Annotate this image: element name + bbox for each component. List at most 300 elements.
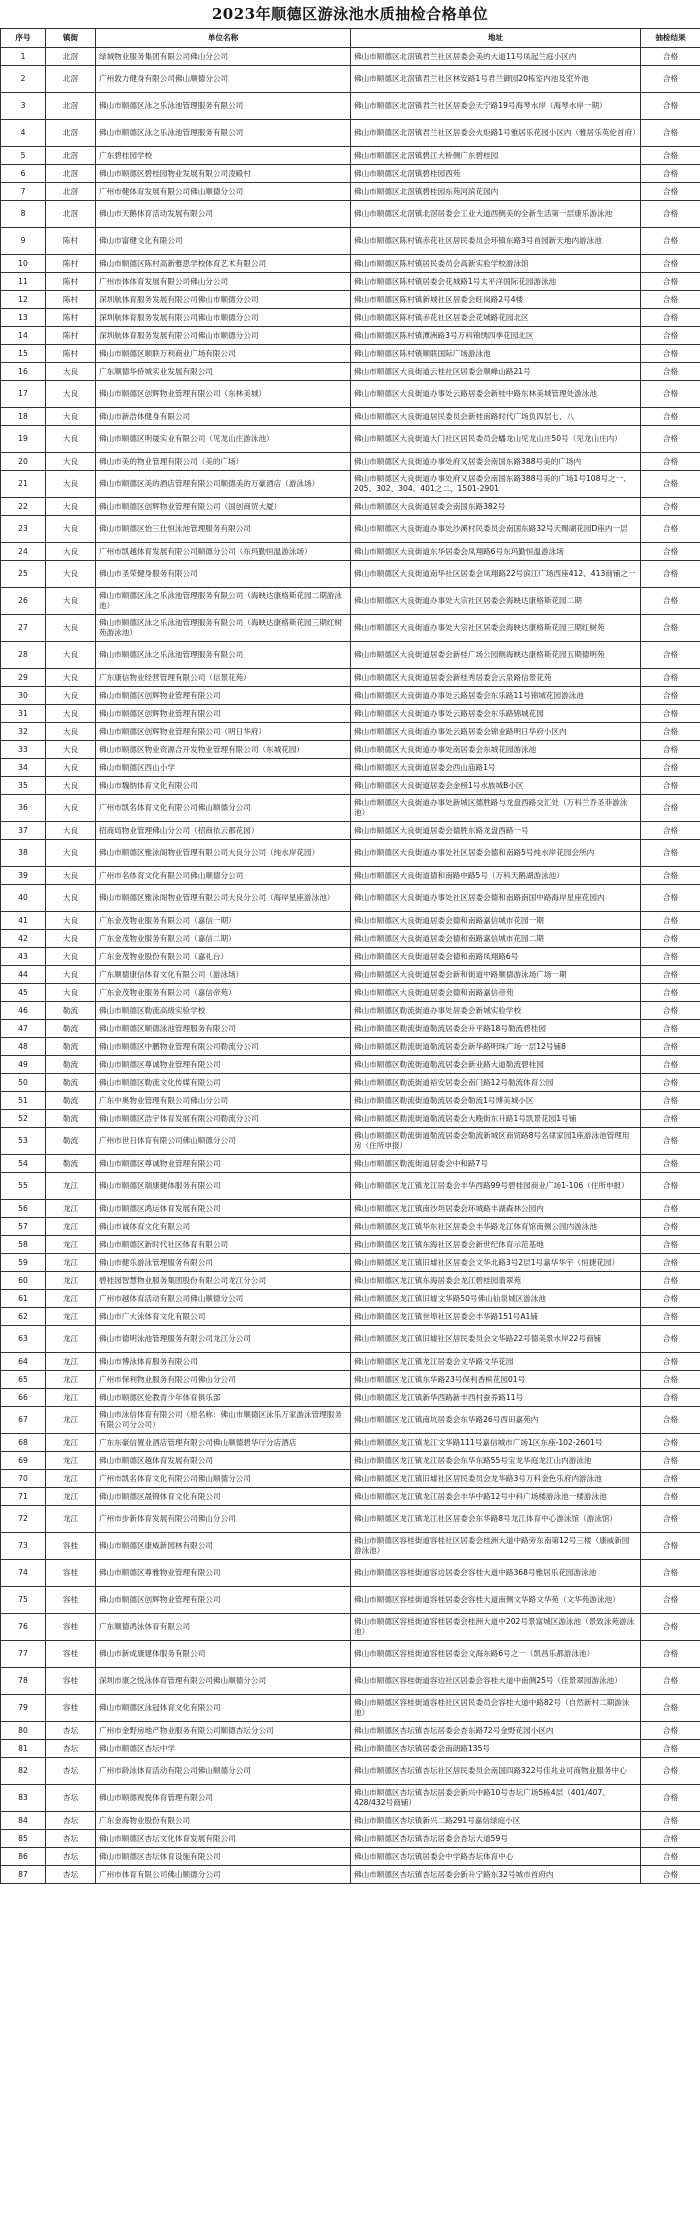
table-row <box>1 588 700 615</box>
row-town: 龙江 <box>46 1290 96 1308</box>
row-index: 71 <box>1 1488 46 1506</box>
row-result: 合格 <box>641 1353 700 1371</box>
row-address: 佛山市顺德区大良街道办事处府又居委会南国东路388号美的广场1号108号之一、205、302、304、401之二、1501-2901 <box>351 471 641 498</box>
table-row <box>1 1092 700 1110</box>
row-unit-name: 广东顺德康信体育文化有限公司（游泳场） <box>96 966 351 984</box>
row-address: 佛山市顺德区大良街道大门社区居民委员会蟠龙山见龙山庄50号（见龙山庄内） <box>351 426 641 453</box>
row-index: 33 <box>1 741 46 759</box>
row-index: 61 <box>1 1290 46 1308</box>
row-index: 69 <box>1 1452 46 1470</box>
row-address: 佛山市顺德区杏坛镇杏坛居委会新升宁路东32号城市首府内 <box>351 1866 641 1884</box>
row-town: 大良 <box>46 795 96 822</box>
row-address: 佛山市顺德区龙江镇旧墟社区居委会文华北路3号2层1号嘉华华宇（恒捷花园） <box>351 1254 641 1272</box>
row-address: 佛山市顺德区容桂街道容桂社区居委会桂洲大道中路旁东南第12号三楼（康威新园游泳池） <box>351 1533 641 1560</box>
row-unit-name: 佛山市顺德区创辉物业管理有限公司 <box>96 1587 351 1614</box>
row-town: 大良 <box>46 516 96 543</box>
row-index: 19 <box>1 426 46 453</box>
table-row <box>1 543 700 561</box>
row-town: 勒流 <box>46 1092 96 1110</box>
row-unit-name: 佛山市健乐游泳管理服务有限公司 <box>96 1254 351 1272</box>
row-index: 60 <box>1 1272 46 1290</box>
row-result: 合格 <box>641 1002 700 1020</box>
row-address: 佛山市顺德区大良街道德和南路中路5号（万科天鹅湖游泳池） <box>351 867 641 885</box>
row-index: 53 <box>1 1128 46 1155</box>
table-row <box>1 1848 700 1866</box>
row-address: 佛山市顺德区大良街道居委会南国东路382号 <box>351 498 641 516</box>
row-result: 合格 <box>641 498 700 516</box>
row-town: 杏坛 <box>46 1740 96 1758</box>
row-unit-name: 广州市世日体育有限公司佛山顺德分公司 <box>96 1128 351 1155</box>
row-result: 合格 <box>641 1740 700 1758</box>
row-index: 26 <box>1 588 46 615</box>
table-row <box>1 1668 700 1695</box>
table-row <box>1 147 700 165</box>
row-unit-name: 广东金海物业股份有限公司 <box>96 1812 351 1830</box>
row-index: 16 <box>1 363 46 381</box>
row-town: 大良 <box>46 471 96 498</box>
row-unit-name: 佛山市新浩体健身有限公司 <box>96 408 351 426</box>
table-row <box>1 795 700 822</box>
row-unit-name: 广东金茂物业服务有限公司（嘉信一期） <box>96 912 351 930</box>
row-unit-name: 佛山市顺德区泳之乐泳池管理服务有限公司（海映达康格斯花园二期游泳池） <box>96 588 351 615</box>
row-result: 合格 <box>641 327 700 345</box>
table-row <box>1 1236 700 1254</box>
row-result: 合格 <box>641 1173 700 1200</box>
table-row <box>1 741 700 759</box>
row-town: 北滘 <box>46 201 96 228</box>
row-town: 龙江 <box>46 1272 96 1290</box>
row-town: 大良 <box>46 381 96 408</box>
row-address: 佛山市顺德区勒流街道勒流居委会新华路明珠广场一层12号铺8 <box>351 1038 641 1056</box>
row-unit-name: 佛山市顺德区杏坛体育设施有限公司 <box>96 1848 351 1866</box>
table-row <box>1 1866 700 1884</box>
row-unit-name: 佛山市顺德区物业资源合开发物业管理有限公司（东城花园） <box>96 741 351 759</box>
row-result: 合格 <box>641 363 700 381</box>
row-index: 37 <box>1 822 46 840</box>
row-result: 合格 <box>641 1452 700 1470</box>
row-town: 北滘 <box>46 120 96 147</box>
row-unit-name: 绿城物业服务集团有限公司佛山分公司 <box>96 48 351 66</box>
row-town: 龙江 <box>46 1470 96 1488</box>
row-index: 41 <box>1 912 46 930</box>
row-index: 11 <box>1 273 46 291</box>
row-unit-name: 广州市凯越体育发展有限公司顺德分公司（东玛勤恒温游泳场） <box>96 543 351 561</box>
row-index: 80 <box>1 1722 46 1740</box>
row-index: 59 <box>1 1254 46 1272</box>
row-index: 43 <box>1 948 46 966</box>
row-result: 合格 <box>641 408 700 426</box>
table-row <box>1 471 700 498</box>
row-index: 86 <box>1 1848 46 1866</box>
row-unit-name: 佛山市顺德区泳冠体育文化有限公司 <box>96 1695 351 1722</box>
table-row <box>1 1272 700 1290</box>
row-address: 佛山市顺德区勒流街道勒流居委会勒流新城区商贸路8号名律家园1座游泳池管理用房（住所申报） <box>351 1128 641 1155</box>
row-address: 佛山市顺德区北滘镇君兰社区居委会美的大道11号凤起兰庭小区内 <box>351 48 641 66</box>
row-address: 佛山市顺德区大良街道居委会德和南路嘉信城市花园二期 <box>351 930 641 948</box>
table-row <box>1 1470 700 1488</box>
row-town: 大良 <box>46 453 96 471</box>
row-index: 10 <box>1 255 46 273</box>
row-town: 龙江 <box>46 1407 96 1434</box>
col-header-unit: 单位名称 <box>96 29 351 48</box>
row-town: 大良 <box>46 966 96 984</box>
row-unit-name: 佛山市富健文化有限公司 <box>96 228 351 255</box>
row-address: 佛山市顺德区龙江镇华东社区居委会丰华路龙江体育馆南侧公园内游泳池 <box>351 1218 641 1236</box>
row-unit-name: 深圳航体育服务发展有限公司佛山市顺德分公司 <box>96 327 351 345</box>
row-unit-name: 佛山市顺德区雅泳阁物业管理有限公司大良分公司（纯水岸花园） <box>96 840 351 867</box>
row-unit-name: 佛山市顺德区康威新园林有限公司 <box>96 1533 351 1560</box>
row-town: 容桂 <box>46 1668 96 1695</box>
row-address: 佛山市顺德区龙江镇龙江文华路111号嘉信城市广场1区东座-102-2601号 <box>351 1434 641 1452</box>
table-row <box>1 1038 700 1056</box>
row-address: 佛山市顺德区大良街道居委会德和南路嘉信城市花园一期 <box>351 912 641 930</box>
row-town: 勒流 <box>46 1128 96 1155</box>
row-town: 勒流 <box>46 1110 96 1128</box>
table-row <box>1 228 700 255</box>
row-town: 北滘 <box>46 48 96 66</box>
row-result: 合格 <box>641 66 700 93</box>
row-town: 大良 <box>46 588 96 615</box>
table-row <box>1 516 700 543</box>
table-row <box>1 948 700 966</box>
table-row <box>1 840 700 867</box>
row-address: 佛山市顺德区大良街道办事处社区居委会德和南路5号纯水岸花园会所内 <box>351 840 641 867</box>
table-row <box>1 1326 700 1353</box>
row-index: 42 <box>1 930 46 948</box>
row-index: 1 <box>1 48 46 66</box>
row-unit-name: 广东金茂物业服务有限公司（嘉信二期） <box>96 930 351 948</box>
row-index: 31 <box>1 705 46 723</box>
row-result: 合格 <box>641 795 700 822</box>
table-row <box>1 1200 700 1218</box>
row-result: 合格 <box>641 930 700 948</box>
table-row <box>1 291 700 309</box>
row-town: 北滘 <box>46 165 96 183</box>
row-index: 17 <box>1 381 46 408</box>
row-result: 合格 <box>641 1200 700 1218</box>
row-address: 佛山市顺德区龙江镇龙江居委会文华路文华花园 <box>351 1353 641 1371</box>
row-town: 容桂 <box>46 1614 96 1641</box>
row-town: 勒流 <box>46 1002 96 1020</box>
row-unit-name: 佛山市顺德区创辉物业管理有限公司（东林美城） <box>96 381 351 408</box>
row-result: 合格 <box>641 687 700 705</box>
table-row <box>1 381 700 408</box>
row-index: 44 <box>1 966 46 984</box>
row-address: 佛山市顺德区大良街道办事处社区居委会德和南路南国中路海岸星座花园内 <box>351 885 641 912</box>
row-result: 合格 <box>641 1434 700 1452</box>
row-result: 合格 <box>641 885 700 912</box>
table-row <box>1 273 700 291</box>
row-address: 佛山市顺德区大良街道办事处大宗社区居委会海映达康格斯花园三期红树苑 <box>351 615 641 642</box>
row-town: 杏坛 <box>46 1830 96 1848</box>
row-town: 大良 <box>46 840 96 867</box>
row-result: 合格 <box>641 120 700 147</box>
row-unit-name: 广东碧桂园学校 <box>96 147 351 165</box>
row-unit-name: 佛山市顺德区创辉物业管理有限公司 <box>96 687 351 705</box>
row-index: 73 <box>1 1533 46 1560</box>
row-town: 龙江 <box>46 1488 96 1506</box>
row-unit-name: 广州市健体育发展有限公司佛山顺德分公司 <box>96 183 351 201</box>
row-town: 杏坛 <box>46 1785 96 1812</box>
row-unit-name: 佛山市天鹅体育活动发展有限公司 <box>96 201 351 228</box>
row-result: 合格 <box>641 228 700 255</box>
row-unit-name: 佛山市博泳体育服务有限公司 <box>96 1353 351 1371</box>
table-row <box>1 1020 700 1038</box>
row-unit-name: 佛山市顺德区中鹏物业管理有限公司勒流分公司 <box>96 1038 351 1056</box>
row-result: 合格 <box>641 48 700 66</box>
row-address: 佛山市顺德区龙江镇世埠社区居委会丰华路151号A1铺 <box>351 1308 641 1326</box>
row-result: 合格 <box>641 1668 700 1695</box>
row-address: 佛山市顺德区杏坛镇杏坛居委会杏坛大道59号 <box>351 1830 641 1848</box>
table-row <box>1 669 700 687</box>
row-unit-name: 佛山市广大泳体育文化有限公司 <box>96 1308 351 1326</box>
row-unit-name: 佛山市顺德区顺联万利商业广场有限公司 <box>96 345 351 363</box>
row-address: 佛山市顺德区北滘镇北滘居委会工业大道西侧美的全新生活第一层康乐游泳池 <box>351 201 641 228</box>
row-address: 佛山市顺德区大良街道办事处南居委会东城花园游泳池 <box>351 741 641 759</box>
row-address: 佛山市顺德区杏坛镇居委会中学路杏坛体育中心 <box>351 1848 641 1866</box>
row-town: 陈村 <box>46 255 96 273</box>
row-unit-name: 佛山市顺德区杏坛文化体育发展有限公司 <box>96 1830 351 1848</box>
row-address: 佛山市顺德区大良街道东华居委会凤翔路6号东玛勤恒温游泳场 <box>351 543 641 561</box>
row-result: 合格 <box>641 147 700 165</box>
page-title: 2023年顺德区游泳池水质抽检合格单位 <box>211 5 489 23</box>
row-address: 佛山市顺德区陈村镇居民委员会高新实验学校游泳馆 <box>351 255 641 273</box>
row-result: 合格 <box>641 741 700 759</box>
row-town: 龙江 <box>46 1173 96 1200</box>
row-unit-name: 佛山市顺德区杏坛中学 <box>96 1740 351 1758</box>
row-town: 大良 <box>46 930 96 948</box>
row-result: 合格 <box>641 1272 700 1290</box>
row-result: 合格 <box>641 273 700 291</box>
row-result: 合格 <box>641 723 700 741</box>
table-row <box>1 1128 700 1155</box>
row-index: 87 <box>1 1866 46 1884</box>
row-town: 大良 <box>46 615 96 642</box>
row-index: 54 <box>1 1155 46 1173</box>
table-row <box>1 1434 700 1452</box>
col-header-index: 序号 <box>1 29 46 48</box>
row-town: 大良 <box>46 426 96 453</box>
row-address: 佛山市顺德区龙江镇新华西路新丰西村蚕养路11号 <box>351 1389 641 1407</box>
table-row <box>1 1155 700 1173</box>
row-address: 佛山市顺德区北滘镇君兰社区居委会天宁路19号海琴水岸（海琴水岸一期） <box>351 93 641 120</box>
row-town: 杏坛 <box>46 1722 96 1740</box>
table-row <box>1 1407 700 1434</box>
table-row <box>1 327 700 345</box>
row-address: 佛山市顺德区陈村镇赤花社区居委会花城路花园北区 <box>351 309 641 327</box>
row-unit-name: 广东金茂物业股份有限公司（嘉礼台） <box>96 948 351 966</box>
table-row <box>1 1488 700 1506</box>
table-row <box>1 966 700 984</box>
row-unit-name: 佛山市顺德区雅泳阁物业管理有限公司大良分公司（海岸星座游泳池） <box>96 885 351 912</box>
table-header-row <box>1 29 700 48</box>
row-address: 佛山市顺德区大良街道办事处云路居委会新桂中路东林美城管理处游泳池 <box>351 381 641 408</box>
row-unit-name: 佛山市圣荣健身服务有限公司 <box>96 561 351 588</box>
table-row <box>1 255 700 273</box>
row-unit-name: 佛山市顺德区明晟实业有限公司（见龙山庄游泳池） <box>96 426 351 453</box>
row-address: 佛山市顺德区杏坛镇居委会南朗路135号 <box>351 1740 641 1758</box>
row-unit-name: 广东金茂物业服务有限公司（嘉信帝苑） <box>96 984 351 1002</box>
row-index: 67 <box>1 1407 46 1434</box>
row-unit-name: 深圳航体育服务发展有限公司佛山市顺德分公司 <box>96 291 351 309</box>
row-result: 合格 <box>641 93 700 120</box>
row-unit-name: 佛山市顺德区晟锦体育文化有限公司 <box>96 1488 351 1506</box>
row-unit-name: 佛山市新成康建体服务有限公司 <box>96 1641 351 1668</box>
row-result: 合格 <box>641 165 700 183</box>
row-index: 4 <box>1 120 46 147</box>
table-row <box>1 1722 700 1740</box>
row-result: 合格 <box>641 1722 700 1740</box>
row-index: 6 <box>1 165 46 183</box>
row-address: 佛山市顺德区大良街道居委会德和南路嘉信帝苑 <box>351 984 641 1002</box>
row-town: 大良 <box>46 363 96 381</box>
row-town: 大良 <box>46 867 96 885</box>
row-result: 合格 <box>641 1038 700 1056</box>
row-address: 佛山市顺德区龙江镇南沙坦居委会环城路丰湖森林公园内 <box>351 1200 641 1218</box>
row-town: 陈村 <box>46 309 96 327</box>
row-index: 79 <box>1 1695 46 1722</box>
row-index: 30 <box>1 687 46 705</box>
row-town: 龙江 <box>46 1200 96 1218</box>
row-town: 容桂 <box>46 1695 96 1722</box>
row-address: 佛山市顺德区大良街道居委会德和南路凤翔路6号 <box>351 948 641 966</box>
row-town: 大良 <box>46 984 96 1002</box>
row-unit-name: 佛山市顺德区碧桂园物业发展有限公司凌殿村 <box>96 165 351 183</box>
row-unit-name: 招商局物业管理佛山分公司（招商依云都花园） <box>96 822 351 840</box>
row-unit-name: 广州市凯名体育文化有限公司佛山顺德分公司 <box>96 795 351 822</box>
row-result: 合格 <box>641 1074 700 1092</box>
row-unit-name: 佛山市顺德区伦教青少年体育俱乐部 <box>96 1389 351 1407</box>
row-address: 佛山市顺德区龙江镇东海社区居委会新世纪体育示范基地 <box>351 1236 641 1254</box>
table-row <box>1 615 700 642</box>
row-result: 合格 <box>641 426 700 453</box>
row-result: 合格 <box>641 948 700 966</box>
row-result: 合格 <box>641 1533 700 1560</box>
row-result: 合格 <box>641 1128 700 1155</box>
row-town: 龙江 <box>46 1218 96 1236</box>
row-address: 佛山市顺德区北滘镇碧桂园东苑河滨花园内 <box>351 183 641 201</box>
table-row <box>1 498 700 516</box>
row-town: 北滘 <box>46 66 96 93</box>
row-result: 合格 <box>641 1371 700 1389</box>
table-row <box>1 822 700 840</box>
row-unit-name: 佛山市顺德区顺德泳池管理服务有限公司 <box>96 1020 351 1038</box>
row-result: 合格 <box>641 822 700 840</box>
row-town: 龙江 <box>46 1353 96 1371</box>
table-row <box>1 1308 700 1326</box>
row-unit-name: 佛山市顺德区瑞康健体服务有限公司 <box>96 1173 351 1200</box>
row-address: 佛山市顺德区大良街道云桂社区居委会顺峰山路21号 <box>351 363 641 381</box>
row-address: 佛山市顺德区勒流街道勒流居委会升平路18号勒流碧桂园 <box>351 1020 641 1038</box>
row-result: 合格 <box>641 1407 700 1434</box>
row-index: 7 <box>1 183 46 201</box>
row-town: 勒流 <box>46 1020 96 1038</box>
row-address: 佛山市顺德区北滘镇碧桂园西苑 <box>351 165 641 183</box>
row-index: 78 <box>1 1668 46 1695</box>
row-result: 合格 <box>641 345 700 363</box>
row-index: 20 <box>1 453 46 471</box>
row-unit-name: 佛山市魏纳体育文化有限公司 <box>96 777 351 795</box>
table-row <box>1 723 700 741</box>
row-result: 合格 <box>641 840 700 867</box>
row-town: 北滘 <box>46 183 96 201</box>
row-unit-name: 深圳市康之悦泳体育管理有限公司佛山顺德分公司 <box>96 1668 351 1695</box>
row-town: 龙江 <box>46 1389 96 1407</box>
row-town: 龙江 <box>46 1434 96 1452</box>
row-index: 75 <box>1 1587 46 1614</box>
table-row <box>1 201 700 228</box>
row-address: 佛山市顺德区大良街道办事处新城区德胜路与龙盘西路交汇处（万科兰乔圣菲游泳池） <box>351 795 641 822</box>
row-result: 合格 <box>641 1155 700 1173</box>
row-result: 合格 <box>641 1560 700 1587</box>
row-unit-name: 佛山市泳信体育有限公司（原名称：佛山市顺德区泳乐万家游泳管理服务有限公司分公司） <box>96 1407 351 1434</box>
table-row <box>1 1830 700 1848</box>
row-address: 佛山市顺德区北滘镇君兰社区林安路1号君兰御园20栋室内池及室外池 <box>351 66 641 93</box>
row-town: 龙江 <box>46 1308 96 1326</box>
row-index: 3 <box>1 93 46 120</box>
table-row <box>1 1560 700 1587</box>
row-index: 21 <box>1 471 46 498</box>
row-unit-name: 佛山市顺德区创辉物业管理有限公司（明日华府） <box>96 723 351 741</box>
row-index: 77 <box>1 1641 46 1668</box>
row-town: 龙江 <box>46 1506 96 1533</box>
table-row <box>1 687 700 705</box>
row-address: 佛山市顺德区陈村镇新城社区居委会旺岗路2号4楼 <box>351 291 641 309</box>
row-address: 佛山市顺德区杏坛镇杏坛居委会新兴中路10号杏坛广场5栋4层（401/407、428/432号商铺） <box>351 1785 641 1812</box>
row-index: 63 <box>1 1326 46 1353</box>
table-row <box>1 48 700 66</box>
row-town: 勒流 <box>46 1155 96 1173</box>
row-unit-name: 佛山市顺德区尊诚物业管理有限公司 <box>96 1155 351 1173</box>
row-address: 佛山市顺德区容桂街道容桂居委会容桂大道南侧文华路文华苑（文华苑游泳池） <box>351 1587 641 1614</box>
table-row <box>1 1254 700 1272</box>
row-address: 佛山市顺德区龙江镇龙江社区居委会东华路8号龙江体育中心游泳馆（游泳馆） <box>351 1506 641 1533</box>
col-header-town: 镇街 <box>46 29 96 48</box>
table-row <box>1 885 700 912</box>
row-unit-name: 广州市步新体育发展有限公司佛山分公司 <box>96 1506 351 1533</box>
table-row <box>1 363 700 381</box>
row-town: 勒流 <box>46 1056 96 1074</box>
row-result: 合格 <box>641 309 700 327</box>
row-town: 大良 <box>46 498 96 516</box>
row-result: 合格 <box>641 1506 700 1533</box>
table-row <box>1 408 700 426</box>
row-result: 合格 <box>641 615 700 642</box>
table-row <box>1 1353 700 1371</box>
row-unit-name: 广东康信物业经营管理有限公司（信景花苑） <box>96 669 351 687</box>
row-unit-name: 佛山市顺德区泳之乐泳池管理服务有限公司 <box>96 120 351 147</box>
row-unit-name: 广东中奥物业管理有限公司佛山分公司 <box>96 1092 351 1110</box>
row-unit-name: 广州市凯名体育文化有限公司佛山顺德分公司 <box>96 1470 351 1488</box>
row-result: 合格 <box>641 1830 700 1848</box>
row-result: 合格 <box>641 1389 700 1407</box>
row-town: 容桂 <box>46 1641 96 1668</box>
row-unit-name: 广州市保利物业服务有限公司佛山分公司 <box>96 1371 351 1389</box>
table-row <box>1 1740 700 1758</box>
row-result: 合格 <box>641 1614 700 1641</box>
row-index: 23 <box>1 516 46 543</box>
row-unit-name: 佛山市顺德区泳之乐泳池管理服务有限公司 <box>96 642 351 669</box>
row-result: 合格 <box>641 777 700 795</box>
row-address: 佛山市顺德区大良街道居委会西山庙路1号 <box>351 759 641 777</box>
row-address: 佛山市顺德区勒流街道裕安居委会南门路12号勒流体育公园 <box>351 1074 641 1092</box>
row-result: 合格 <box>641 1218 700 1236</box>
row-address: 佛山市顺德区杏坛镇杏坛社区居民委员会南国四路322号佳兆业可商物业服务中心 <box>351 1758 641 1785</box>
row-unit-name: 佛山市顺德区浩宇体育发展有限公司勒流分公司 <box>96 1110 351 1128</box>
row-address: 佛山市顺德区龙江镇龙江居委会丰华西路99号碧桂园商业广场1-106（住所申报） <box>351 1173 641 1200</box>
row-result: 合格 <box>641 291 700 309</box>
row-address: 佛山市顺德区陈村镇潭洲路3号万科锦绣四季花园北区 <box>351 327 641 345</box>
